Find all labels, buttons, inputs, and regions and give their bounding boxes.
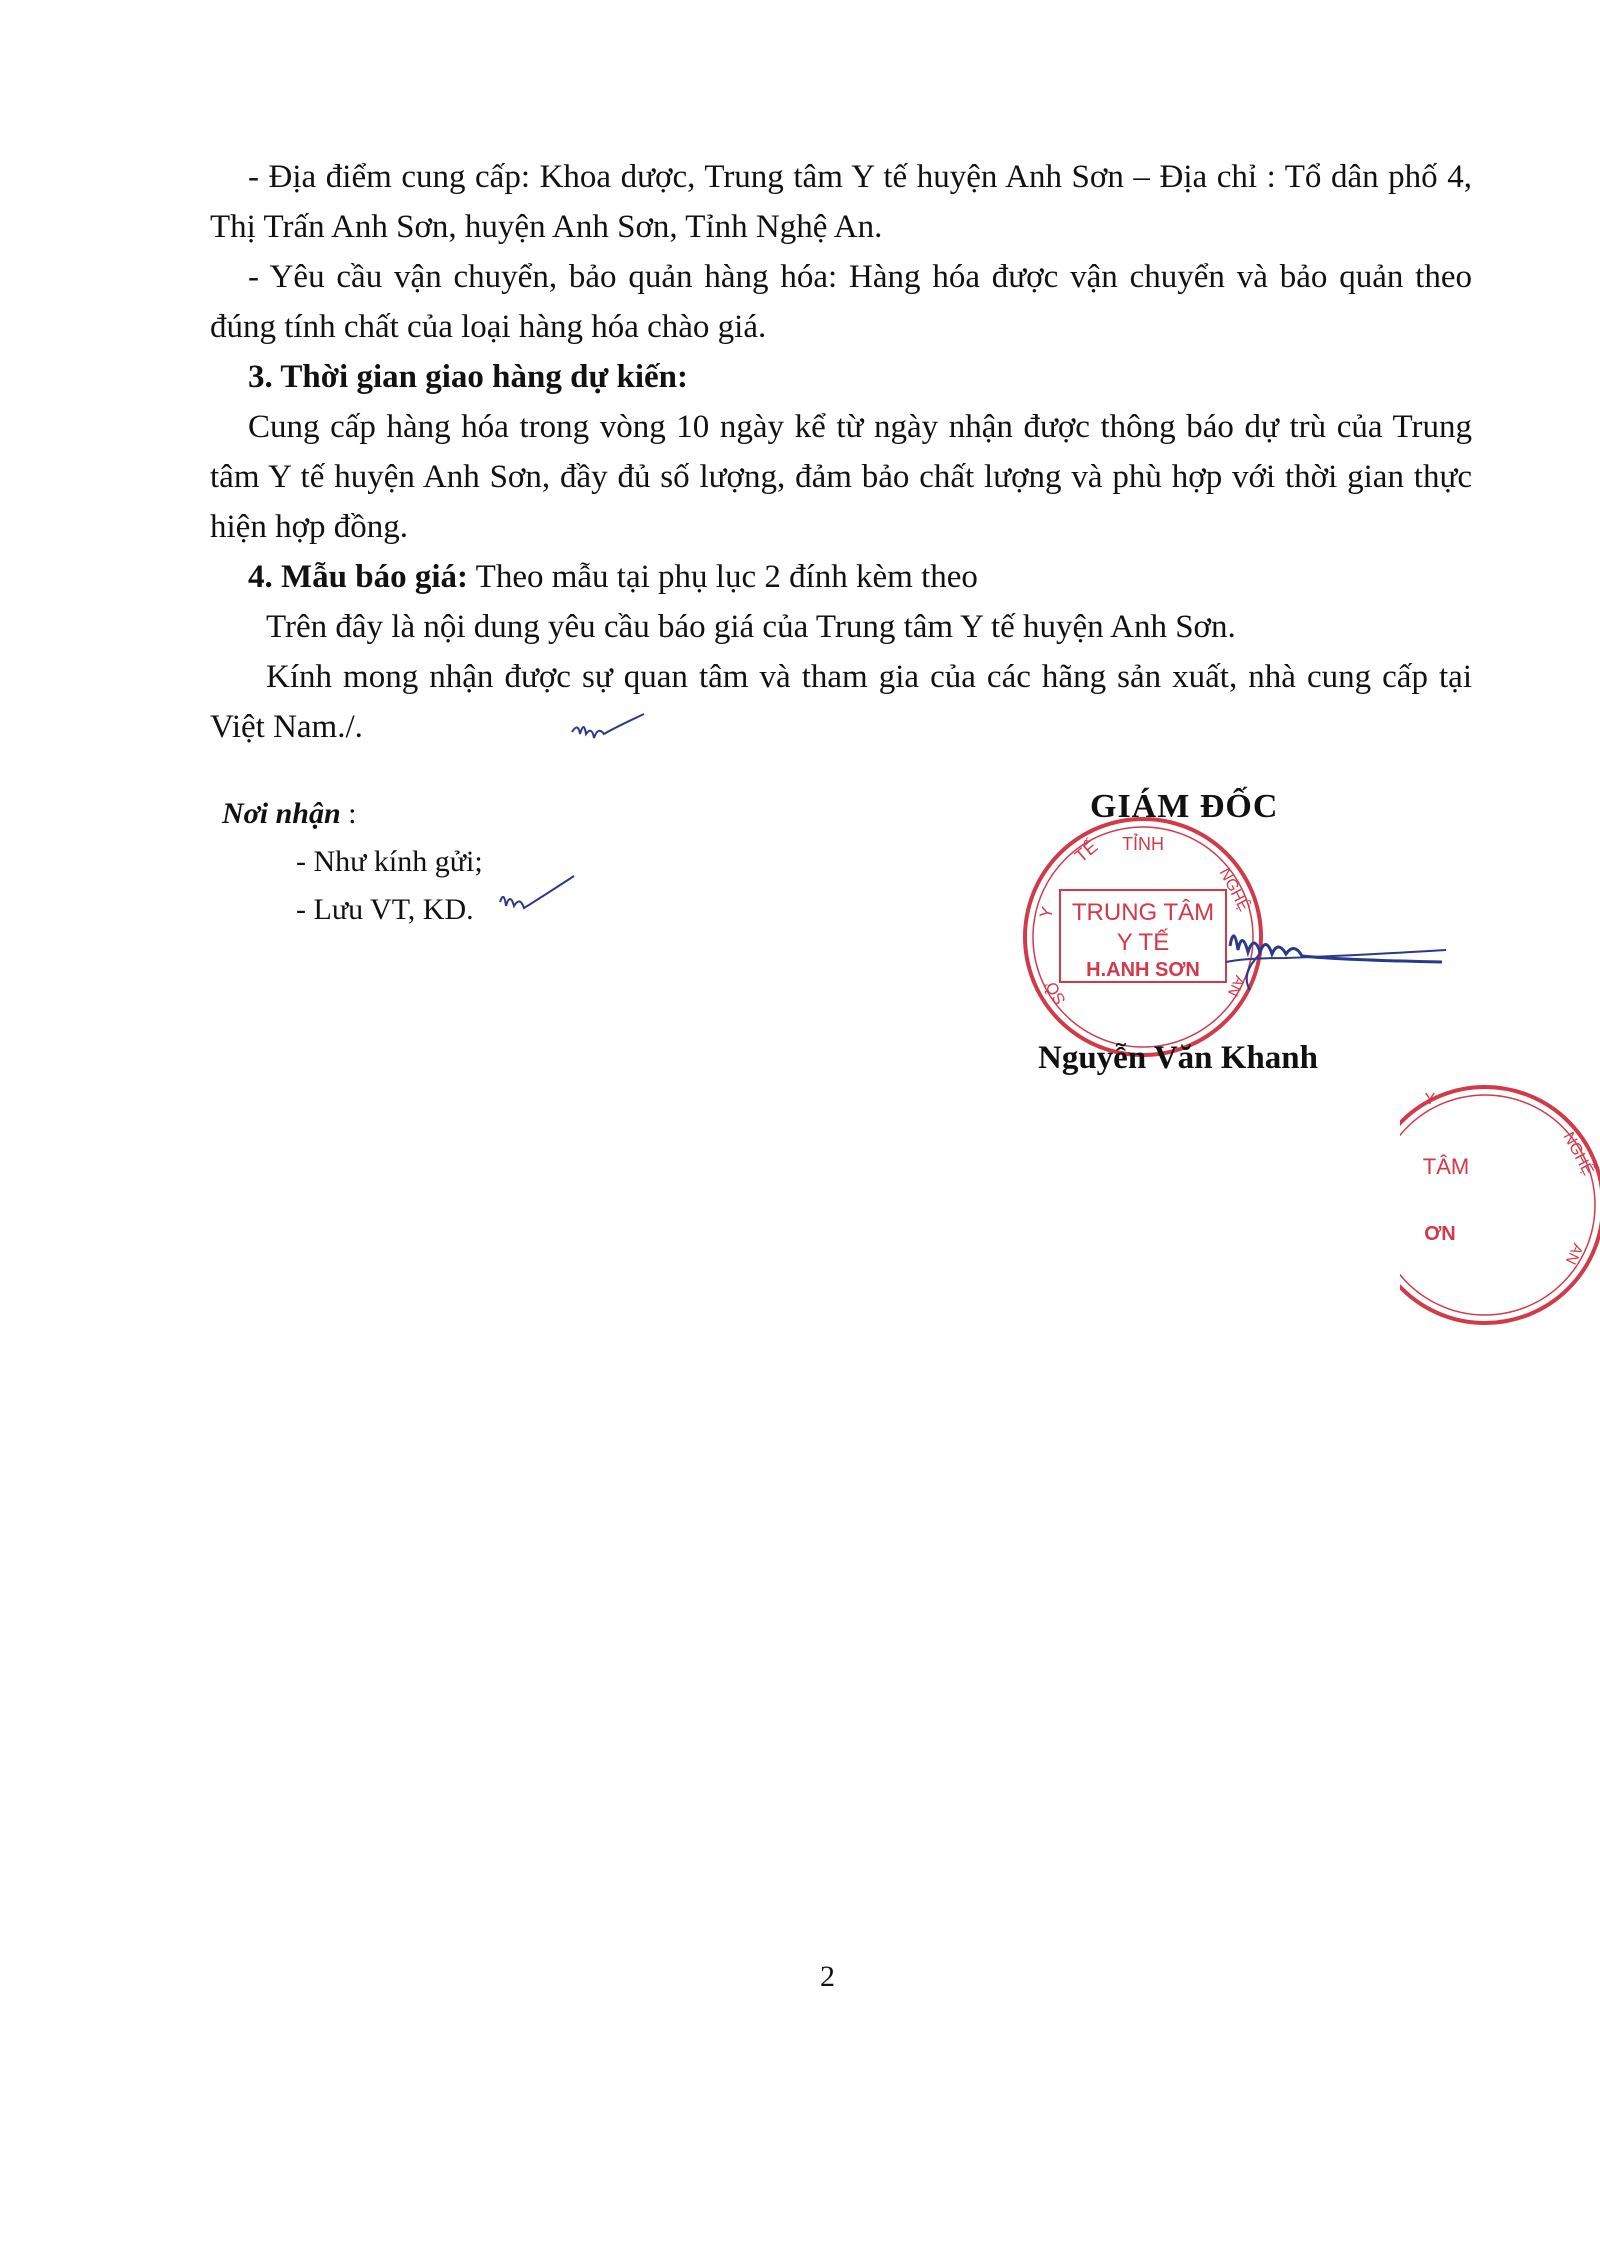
paragraph-summary: Trên đây là nội dung yêu cầu báo giá của Trung tâm Y tế huyện Anh Sơn. — [266, 609, 1236, 645]
svg-text:NGHỆ: NGHỆ — [1559, 1129, 1597, 1179]
svg-text:NGHỆ: NGHỆ — [1215, 865, 1253, 915]
svg-text:ƠN: ƠN — [1424, 1223, 1456, 1245]
signer-title: GIÁM ĐỐC — [1090, 788, 1279, 825]
paragraph-closing: Kính mong nhận được sự quan tâm và tham gia của các hãng sản xuất, nhà cung cấp tại Việt Nam./. — [210, 659, 1472, 745]
partial-seal — [1400, 1080, 1600, 1330]
recipients-block — [222, 790, 483, 934]
paragraph-delivery-location: - Địa điểm cung cấp: Khoa dược, Trung tâm Y tế huyện Anh Sơn – Địa chỉ : Tổ dân phố 4, Thị Trấn Anh Sơn, huyện Anh Sơn, Tỉnh Nghệ An. — [210, 159, 1472, 245]
handwritten-signature — [1220, 908, 1450, 998]
svg-text:SỞ: SỞ — [1042, 977, 1070, 1008]
svg-text:AN: AN — [1223, 972, 1249, 999]
paragraph-delivery-time: Cung cấp hàng hóa trong vòng 10 ngày kể từ ngày nhận được thông báo dự trù của Trung tâm Y tế huyện Anh Sơn, đầy đủ số lượng, đảm bảo chất lượng và phù hợp với thời gian thực hiện hợp đồng. — [210, 409, 1472, 545]
recipient-item: - Như kính gửi; — [296, 845, 483, 878]
recipients-label: Nơi nhận — [222, 797, 341, 830]
recipients-label-suffix: : — [340, 797, 357, 830]
quote-form-text: Theo mẫu tại phụ lục 2 đính kèm theo — [468, 559, 978, 595]
paragraph-transport-requirements: - Yêu cầu vận chuyển, bảo quản hàng hóa: Hàng hóa được vận chuyển và bảo quản theo đúng tính chất của loại hàng hóa chào giá. — [210, 259, 1472, 345]
svg-text:AN: AN — [1561, 1240, 1587, 1267]
document-body — [210, 152, 1472, 752]
heading-quote-form: 4. Mẫu báo giá: — [248, 559, 469, 595]
svg-text:Y: Y — [1036, 904, 1058, 921]
svg-text:TÂM: TÂM — [1422, 1154, 1470, 1179]
svg-text:Y TẾ: Y TẾ — [1116, 929, 1170, 956]
recipients-label-line — [222, 790, 483, 838]
svg-text:H.ANH SƠN: H.ANH SƠN — [1086, 959, 1200, 981]
heading-delivery-time: 3. Thời gian giao hàng dự kiến: — [248, 359, 689, 395]
svg-text:TẾ: TẾ — [1070, 836, 1102, 867]
initials-scribble — [568, 708, 648, 748]
recipient-item: - Lưu VT, KD. — [296, 893, 474, 926]
initials-scribble — [496, 872, 576, 918]
svg-text:Y: Y — [1424, 1091, 1436, 1108]
svg-text:TRUNG TÂM: TRUNG TÂM — [1071, 899, 1215, 926]
page-number: 2 — [820, 1960, 835, 1993]
svg-text:TỈNH: TỈNH — [1122, 834, 1164, 854]
paragraph-quote-form — [210, 552, 1472, 602]
signer-name: Nguyễn Văn Khanh — [1038, 1040, 1319, 1076]
